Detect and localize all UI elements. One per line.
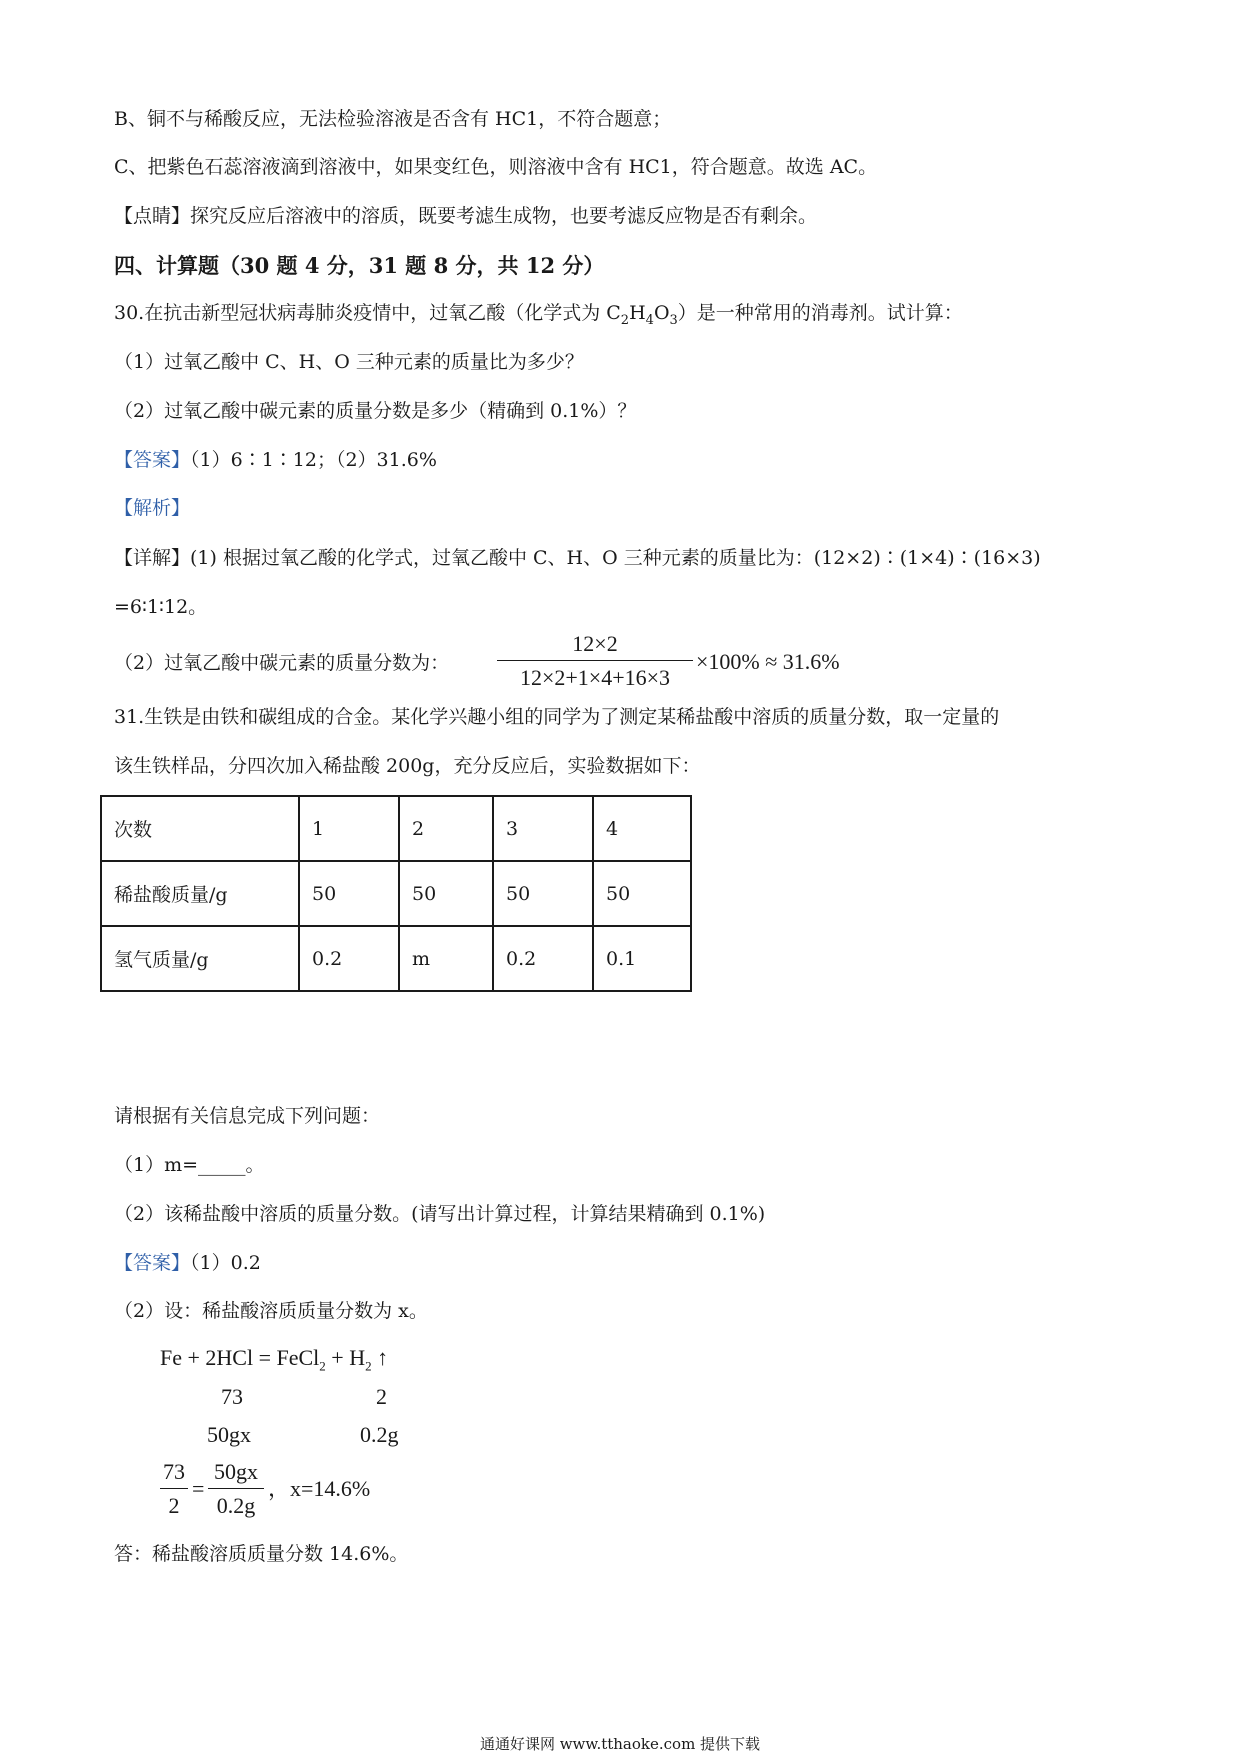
eq-sub-cl: 2 — [319, 1358, 326, 1374]
q31-part1: （1）m=_____。 — [114, 1154, 265, 1176]
table-cell: m — [399, 926, 493, 991]
ratio-right — [208, 1461, 264, 1517]
ratio-left-num: 73 — [163, 1459, 185, 1484]
table-cell: 氢气质量/g — [101, 926, 299, 991]
table-cell: 50 — [493, 861, 593, 926]
experiment-data-table — [100, 795, 692, 992]
q31-stem-2: 该生铁样品，分四次加入稀盐酸 200g，充分反应后，实验数据如下： — [114, 755, 701, 777]
q30-part2: （2）过氧乙酸中碳元素的质量分数是多少（精确到 0.1%）？ — [114, 400, 637, 422]
q31-part2: （2）该稀盐酸中溶质的质量分数。(请写出计算过程，计算结果精确到 0.1%) — [114, 1203, 766, 1225]
table-cell: 0.2 — [299, 926, 399, 991]
ratio-right-num: 50gx — [214, 1459, 258, 1484]
eq-hcl-actual: 50gx — [207, 1422, 251, 1447]
q30-part1: （1）过氧乙酸中 C、H、O 三种元素的质量比为多少？ — [114, 351, 584, 373]
q30-sub-o: 3 — [669, 312, 678, 328]
fraction-bar — [497, 660, 693, 661]
formula-denominator: 12×2+1×4+16×3 — [519, 665, 671, 690]
q30-stem-a: 30.在抗击新型冠状病毒肺炎疫情中，过氧乙酸（化学式为 C — [114, 302, 621, 324]
eq-hcl-mass: 73 — [221, 1384, 243, 1409]
ratio-right-den: 0.2g — [216, 1493, 256, 1518]
table-row — [101, 926, 691, 991]
answer-text: （1）6∶1∶12；（2）31.6% — [190, 449, 437, 471]
q30-stem-c: O — [653, 302, 670, 324]
q30-stem-b: H — [629, 302, 646, 324]
table-cell: 次数 — [101, 796, 299, 861]
answer-label: 【答案】 — [114, 1252, 191, 1274]
analysis-label: 【解析】 — [114, 497, 191, 519]
dianjing-text: 【点睛】探究反应后溶液中的溶质，既要考滤生成物，也要考滤反应物是否有剩余。 — [114, 205, 818, 227]
q30-sub-c: 2 — [620, 312, 630, 328]
q31-stem-1: 31.生铁是由铁和碳组成的合金。某化学兴趣小组的同学为了测定某稀盐酸中溶质的质量分数，取一定量的 — [114, 706, 1000, 728]
q31-answer — [114, 1252, 261, 1275]
q31-set: （2）设：稀盐酸溶质质量分数为 x。 — [114, 1300, 428, 1322]
eq-h2-actual: 0.2g — [360, 1422, 399, 1447]
q31-prompt: 请根据有关信息完成下列问题： — [114, 1105, 381, 1127]
table-cell: 0.1 — [593, 926, 691, 991]
eq-sub-h: 2 — [365, 1358, 372, 1374]
section-title: 四、计算题（30 题 4 分，31 题 8 分，共 12 分） — [114, 253, 605, 278]
ratio-left — [160, 1461, 188, 1517]
mass-fraction-formula — [497, 633, 693, 689]
table-cell: 50 — [593, 861, 691, 926]
table-cell: 1 — [299, 796, 399, 861]
footer-source: 通通好课网 www.tthaoke.com 提供下载 — [479, 1735, 761, 1753]
table-cell: 0.2 — [493, 926, 593, 991]
answer-label: 【答案】 — [114, 449, 191, 471]
q30-sub-h: 4 — [645, 312, 654, 328]
q30-stem — [114, 302, 963, 328]
table-cell: 稀盐酸质量/g — [101, 861, 299, 926]
chemical-equation — [160, 1347, 388, 1372]
answer-text: （1）0.2 — [190, 1252, 261, 1274]
fraction-bar — [208, 1488, 264, 1489]
ratio-equals: = — [192, 1476, 205, 1501]
final-answer: 答：稀盐酸溶质质量分数 14.6%。 — [114, 1543, 409, 1565]
option-c-text: C、把紫色石蕊溶液滴到溶液中，如果变红色，则溶液中含有 HC1，符合题意。故选 AC。 — [114, 156, 878, 178]
table-cell: 2 — [399, 796, 493, 861]
fraction-bar — [160, 1488, 188, 1489]
ratio-left-den: 2 — [168, 1493, 180, 1518]
q30-answer — [114, 449, 437, 472]
table-cell: 50 — [399, 861, 493, 926]
table-cell: 4 — [593, 796, 691, 861]
eq-plus-h: + H — [325, 1345, 366, 1370]
q30-detail-1: 【详解】(1) 根据过氧乙酸的化学式，过氧乙酸中 C、H、O 三种元素的质量比为：(12×2)∶(1×4)∶(16×3) — [114, 547, 1041, 569]
formula-numerator: 12×2 — [572, 631, 618, 656]
eq-h2-mass: 2 — [376, 1384, 387, 1409]
option-b-text: B、铜不与稀酸反应，无法检验溶液是否含有 HC1，不符合题意； — [114, 108, 672, 130]
table-row — [101, 861, 691, 926]
formula-result: ×100% ≈ 31.6% — [696, 649, 840, 674]
eq-gas-arrow: ↑ — [371, 1345, 389, 1370]
q30-stem-d: ）是一种常用的消毒剂。试计算： — [677, 302, 963, 324]
ratio-result: ，x=14.6% — [268, 1476, 371, 1501]
table-cell: 3 — [493, 796, 593, 861]
table-cell: 50 — [299, 861, 399, 926]
q30-detail-2: =6∶1∶12。 — [114, 596, 208, 618]
q30-detail-3: （2）过氧乙酸中碳元素的质量分数为： — [114, 652, 450, 674]
table-row — [101, 796, 691, 861]
eq-reactants: Fe + 2HCl = FeCl — [160, 1345, 320, 1370]
